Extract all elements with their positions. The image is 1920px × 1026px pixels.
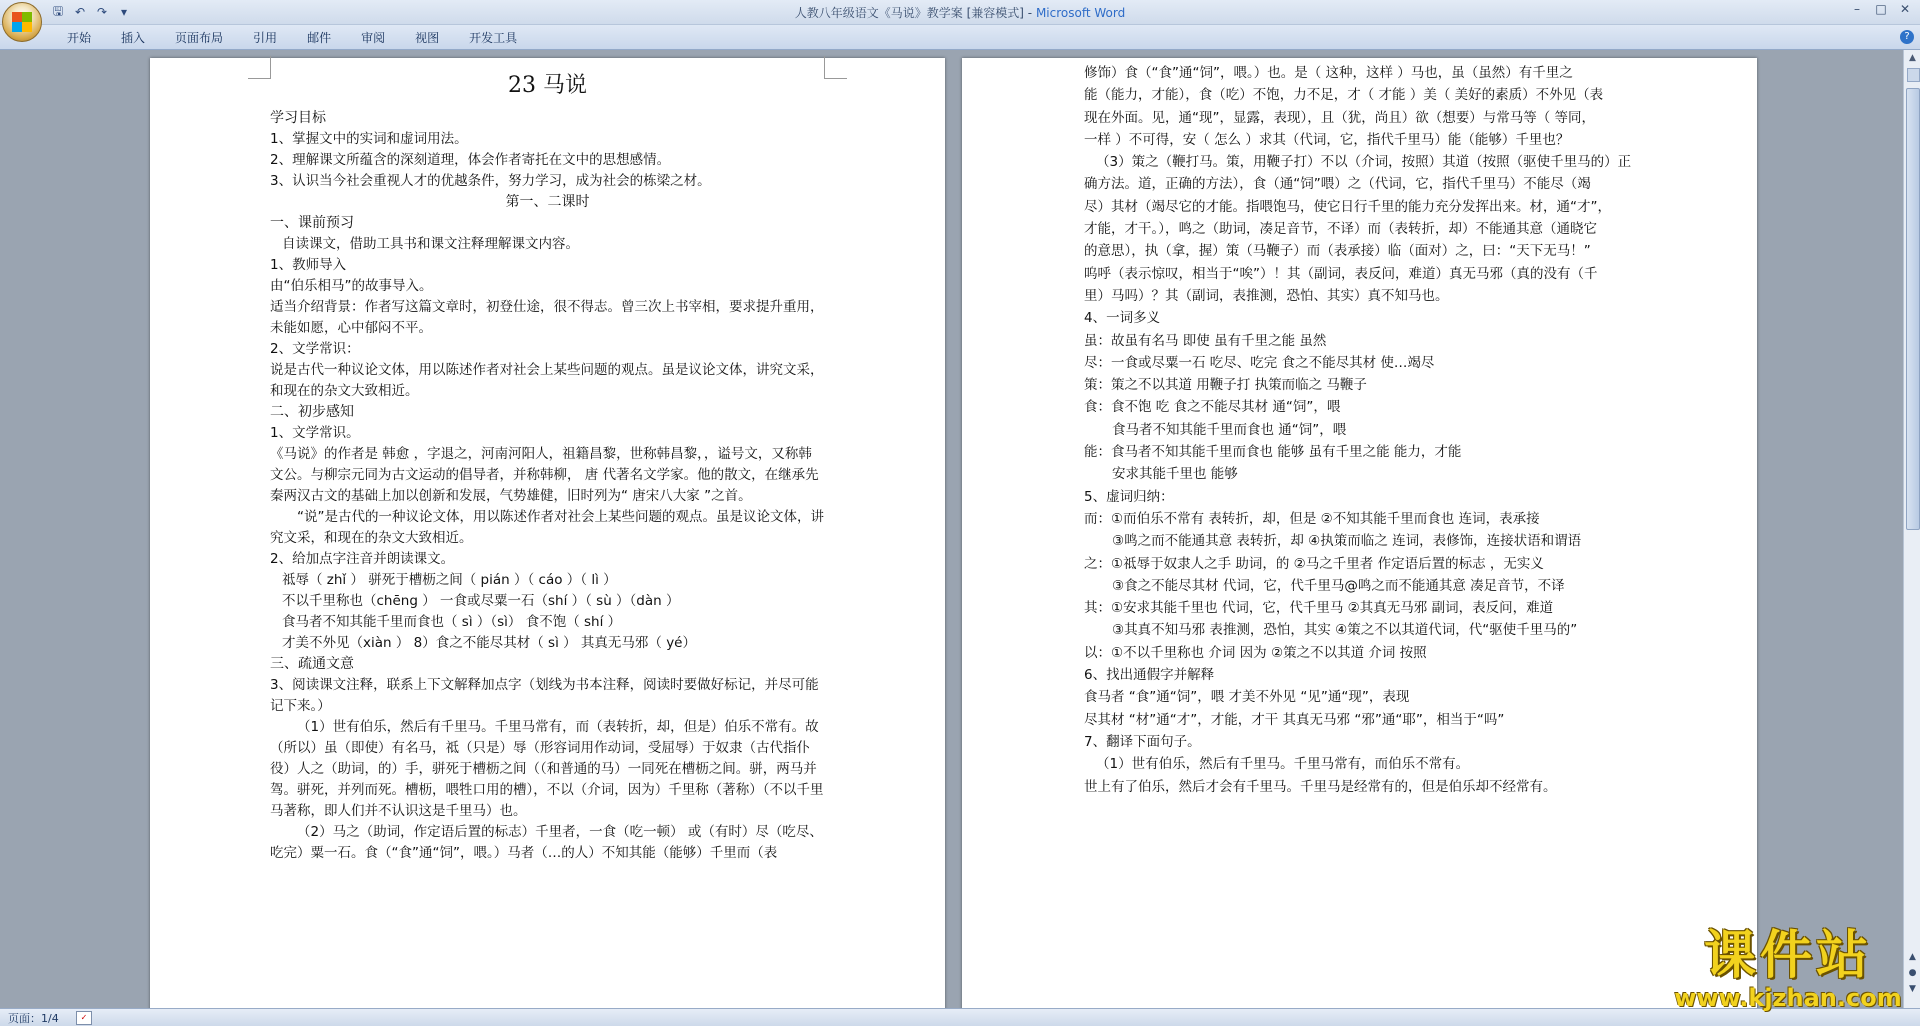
text-line: 祗辱（ zhǐ ） 骈死于槽枥之间（ pián ）（ cáo ）（ lì ） bbox=[282, 572, 617, 588]
page-1-content[interactable] bbox=[270, 66, 825, 864]
text-line: 食马者 “食”通“饲”，喂 才美不外见 “见”通“现”，表现 bbox=[1084, 689, 1410, 706]
title-bar bbox=[0, 0, 1920, 25]
ruler-toggle-button[interactable] bbox=[1907, 68, 1920, 82]
text-line: 食马者不知其能千里而食也（ sì ）（sì） 食不饱（ shí ） bbox=[282, 614, 622, 630]
text-line: 2、给加点字注音并朗读课文。 bbox=[270, 551, 455, 567]
text-line: 确方法。道，正确的方法），食（通“饲”喂）之（代词，它，指代千里马）不能尽（竭 bbox=[1084, 176, 1591, 193]
ribbon-tabs bbox=[52, 29, 532, 46]
vertical-scrollbar[interactable] bbox=[1903, 50, 1920, 1008]
tab-2[interactable]: 页面布局 bbox=[175, 31, 224, 45]
text-line: 一样 ）不可得，安（ 怎么 ）求其（代词，它，指代千里马）能（能够）千里也？ bbox=[1084, 131, 1570, 148]
text-line: 能（能力，才能），食（吃）不饱，力不足，才（ 才能 ）美（ 美好的素质）不外见（表 bbox=[1084, 87, 1604, 104]
text-line: ③食之不能尽其材 代词，它，代千里马@鸣之而不能通其意 凑足音节，不译 bbox=[1112, 577, 1565, 594]
previous-page-icon[interactable]: ▲ bbox=[1909, 952, 1916, 962]
text-line: 而：①而伯乐不常有 表转折，却，但是 ②不知其能千里而食也 连词，表承接 bbox=[1084, 510, 1540, 527]
watermark-text: 课件站 bbox=[1703, 926, 1872, 986]
text-line: 2、文学常识： bbox=[270, 341, 360, 357]
page-count[interactable]: 页面：1/4 bbox=[8, 1012, 59, 1025]
text-line: 3、认识当今社会重视人才的优越条件，努力学习，成为社会的栋梁之材。 bbox=[270, 173, 711, 189]
text-line: 尽其材 “材”通“才”，才能，才干 其真无马邪 “邪”通“耶”，相当于“吗” bbox=[1084, 711, 1505, 728]
browse-object-icon[interactable]: ● bbox=[1908, 968, 1917, 978]
text-line: 能：食马者不知其能千里而食也 能够 虽有千里之能 能力，才能 bbox=[1084, 444, 1462, 461]
office-button[interactable] bbox=[2, 2, 42, 42]
text-line: 2、理解课文所蕴含的深刻道理，体会作者寄托在文中的思想感情。 bbox=[270, 152, 671, 168]
text-line: 第一、二课时 bbox=[505, 194, 590, 210]
text-line: “说”是古代的一种议论文体，用以陈述作者对社会上某些问题的观点。虽是议论文体，讲究文采，和现在的杂文大致相近。 bbox=[270, 509, 824, 546]
text-line: 里）马吗）？其（副词，表推测，恐怕、其实）真不知马也。 bbox=[1084, 287, 1449, 304]
text-line: 由“伯乐相马”的故事导入。 bbox=[270, 278, 433, 294]
text-line: 以：①不以千里称也 介词 因为 ②策之不以其道 介词 按照 bbox=[1084, 644, 1427, 661]
app-name: Microsoft Word bbox=[1035, 6, 1126, 20]
crop-mark bbox=[824, 56, 847, 79]
text-line: （1）世有伯乐，然后有千里马。千里马常有，而（表转折，却，但是）伯乐不常有。故（所以）虽（即使）有名马，祗（只是）辱（形容词用作动词，受屈辱）于奴隶（古代指仆役）人之（助词，的）手，骈死于槽枥之间（（和普通的马）一同死在槽枥之间。骈，两马并驾。骈死，并列而死。槽枥，喂牲口用的槽），不以（介词，因为）千里称（著称）（不以千里马著称，即人们并不认识这是千里马）也。 bbox=[270, 719, 824, 819]
text-line: 《马说》的作者是 韩愈 ，字退之，河南河阳人，祖籍昌黎，世称韩昌黎，，谥号文，又称韩文公。与柳宗元同为古文运动的倡导者，并称韩柳， 唐 代著名文学家。他的散文，在继承先秦两汉古文的基础上加以创新和发展，气势雄健，旧时列为“ 唐宋八大家 ”之首。 bbox=[270, 446, 819, 504]
page-2[interactable] bbox=[962, 58, 1757, 1008]
text-line: 安求其能千里也 能够 bbox=[1112, 466, 1238, 483]
help-icon[interactable]: ? bbox=[1900, 30, 1914, 44]
tab-1[interactable]: 插入 bbox=[121, 31, 146, 45]
crop-mark bbox=[248, 56, 271, 79]
watermark-logo bbox=[1668, 927, 1908, 1011]
text-line: 才美不外见（xiàn ） 8）食之不能尽其材（ sì ） 其真无马邪（ yé） bbox=[282, 635, 696, 651]
text-line: 6、找出通假字并解释 bbox=[1084, 667, 1215, 684]
text-line: 不以千里称也（chēng ） 一食或尽粟一石（shí ）（ sù ）（dàn ） bbox=[282, 593, 680, 609]
text-line: 1、文学常识。 bbox=[270, 425, 360, 441]
tab-7[interactable]: 开发工具 bbox=[469, 31, 518, 45]
text-line: 1、掌握文中的实词和虚词用法。 bbox=[270, 131, 468, 147]
text-line: （3）策之（鞭打马。策，用鞭子打）不以（介词，按照）其道（按照（驱使千里马的）正 bbox=[1096, 154, 1632, 171]
text-line: （1）世有伯乐，然后有千里马。千里马常有，而伯乐不常有。 bbox=[1096, 756, 1470, 773]
close-icon[interactable]: ✕ bbox=[1899, 2, 1911, 16]
document-title: 人教八年级语文《马说》教学案 [兼容模式] bbox=[794, 6, 1024, 20]
undo-icon[interactable]: ↶ bbox=[74, 5, 86, 19]
maximize-icon[interactable]: □ bbox=[1875, 2, 1887, 16]
text-line: 其：①安求其能千里也 代词，它，代千里马 ②其真无马邪 副词，表反问，难道 bbox=[1084, 600, 1554, 617]
text-line: 策：策之不以其道 用鞭子打 执策而临之 马鞭子 bbox=[1084, 377, 1367, 394]
page-2-content[interactable] bbox=[1084, 62, 1637, 798]
text-line: 二、初步感知 bbox=[270, 404, 354, 420]
text-line: 尽）其材（竭尽它的才能。指喂饱马，使它日行千里的能力充分发挥出来。材，通“才”， bbox=[1084, 198, 1611, 215]
tab-3[interactable]: 引用 bbox=[253, 31, 278, 45]
customize-icon[interactable]: ▾ bbox=[120, 5, 128, 19]
text-line: 才能，才干。），鸣之（助词，凑足音节，不译）而（表转折，却）不能通其意（通晓它 bbox=[1084, 221, 1597, 238]
next-page-icon[interactable]: ▼ bbox=[1909, 984, 1916, 994]
text-line: 虽：故虽有名马 即使 虽有千里之能 虽然 bbox=[1084, 332, 1327, 349]
tab-5[interactable]: 审阅 bbox=[361, 31, 386, 45]
text-line: 1、教师导入 bbox=[270, 257, 347, 273]
tab-4[interactable]: 邮件 bbox=[307, 31, 332, 45]
page-1[interactable] bbox=[150, 58, 945, 1008]
window-controls bbox=[1848, 2, 1914, 16]
text-line: ③其真不知马邪 表推测，恐怕，其实 ④策之不以其道代词，代“驱使千里马的” bbox=[1112, 622, 1578, 639]
text-line: 适当介绍背景：作者写这篇文章时，初登仕途，很不得志。曾三次上书宰相，要求提升重用，未能如愿，心中郁闷不平。 bbox=[270, 299, 824, 336]
text-line: 7、翻译下面句子。 bbox=[1084, 733, 1201, 750]
scroll-thumb[interactable] bbox=[1906, 88, 1920, 530]
text-line: 4、一词多义 bbox=[1084, 310, 1161, 327]
text-line: 尽：一食或尽粟一石 吃尽、吃完 食之不能尽其材 使…竭尽 bbox=[1084, 354, 1435, 371]
text-line: 之：①祗辱于奴隶人之手 助词，的 ②马之千里者 作定语后置的标志 ，无实义 bbox=[1084, 555, 1544, 572]
scroll-up-icon[interactable]: ▲ bbox=[1909, 53, 1916, 63]
save-icon[interactable]: 🖫 bbox=[52, 3, 64, 18]
minimize-icon[interactable]: – bbox=[1854, 2, 1860, 16]
text-line: 呜呼（表示惊叹，相当于“唉”）！其（副词，表反问，难道）真无马邪（真的没有（千 bbox=[1084, 265, 1598, 282]
status-bar bbox=[0, 1008, 1920, 1026]
spell-check-icon[interactable]: ✓ bbox=[76, 1011, 92, 1025]
text-line: ③鸣之而不能通其意 表转折，却 ④执策而临之 连词，表修饰，连接状语和谓语 bbox=[1112, 533, 1582, 550]
text-line: 修饰）食（“食”通“饲”，喂。）也。是（ 这种，这样 ）马也，虽（虽然）有千里之 bbox=[1084, 65, 1573, 81]
text-line: 自读课文，借助工具书和课文注释理解课文内容。 bbox=[282, 236, 579, 252]
text-line: 的意思），执（拿，握）策（马鞭子）而（表承接）临（面对）之，曰：“天下无马！” bbox=[1084, 243, 1591, 260]
text-line: 食马者不知其能千里而食也 通“饲”，喂 bbox=[1112, 421, 1347, 438]
text-line: 5、虚词归纳： bbox=[1084, 488, 1174, 505]
text-line: 3、阅读课文注释，联系上下文解释加点字（划线为书本注释，阅读时要做好标记，并尽可能记下来。） bbox=[270, 677, 819, 714]
document-area[interactable] bbox=[0, 50, 1903, 1008]
text-line: 学习目标 bbox=[270, 110, 326, 126]
window-title: 人教八年级语文《马说》教学案 [兼容模式] - Microsoft Word bbox=[794, 6, 1126, 20]
tab-6[interactable]: 视图 bbox=[415, 31, 440, 45]
office-logo-icon bbox=[12, 12, 32, 32]
watermark-url: www.kjzhan.com bbox=[1674, 984, 1902, 1012]
text-line: 食：食不饱 吃 食之不能尽其材 通“饲”，喂 bbox=[1084, 399, 1341, 416]
tab-0[interactable]: 开始 bbox=[67, 31, 92, 45]
text-line: 一、课前预习 bbox=[270, 215, 354, 231]
redo-icon[interactable]: ↷ bbox=[96, 5, 108, 19]
page-title: 23 马说 bbox=[508, 73, 587, 98]
text-line: 说是古代一种议论文体，用以陈述作者对社会上某些问题的观点。虽是议论文体，讲究文采，和现在的杂文大致相近。 bbox=[270, 362, 824, 399]
text-line: 三、疏通文意 bbox=[270, 656, 354, 672]
ribbon bbox=[0, 25, 1920, 50]
text-line: （2）马之（助词，作定语后置的标志）千里者，一食（吃一顿） 或（有时）尽（吃尽、吃完）粟一石。食（“食”通“饲”，喂。）马者（…的人）不知其能（能够）千里而（表 bbox=[270, 824, 823, 861]
text-line: 现在外面。见，通“现”，显露，表现），且（犹，尚且）欲（想要）与常马等（ 等同， bbox=[1084, 109, 1596, 126]
text-line: 世上有了伯乐，然后才会有千里马。千里马是经常有的，但是伯乐却不经常有。 bbox=[1084, 778, 1557, 795]
